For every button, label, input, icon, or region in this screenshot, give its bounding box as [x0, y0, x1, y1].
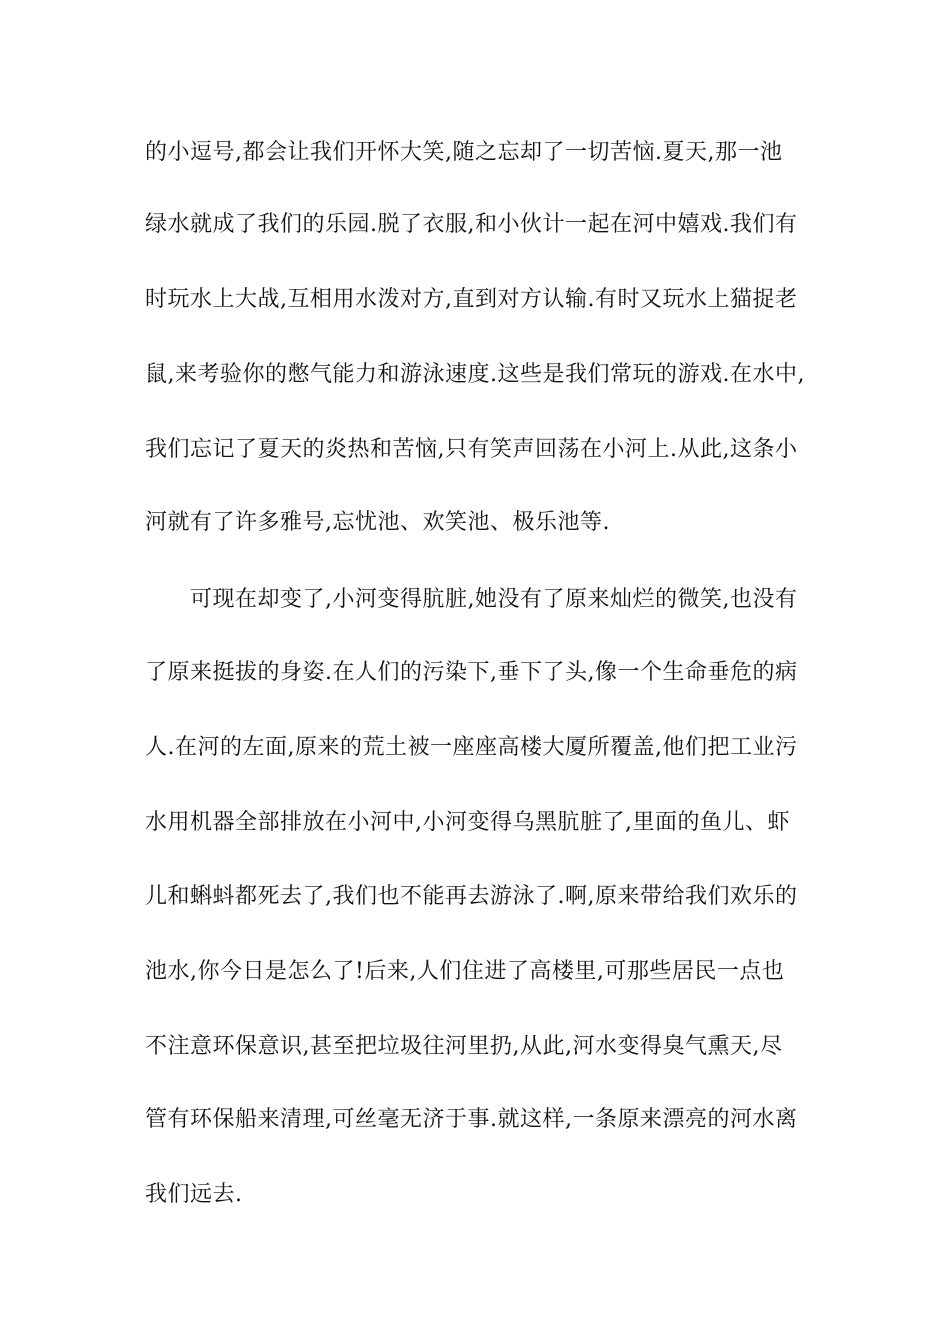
text-line-8: 了原来挺拔的身姿.在人们的污染下,垂下了头,像一个生命垂危的病 — [145, 660, 798, 685]
text-line-15: 我们远去. — [145, 1182, 243, 1207]
text-line-2: 绿水就成了我们的乐园.脱了衣服,和小伙计一起在河中嬉戏.我们有 — [145, 212, 798, 237]
text-line-12: 池水,你今日是怎么了!后来,人们住进了高楼里,可那些居民一点也 — [145, 959, 785, 984]
text-line-3: 时玩水上大战,互相用水泼对方,直到对方认输.有时又玩水上猫捉老 — [145, 287, 798, 312]
text-line-5: 我们忘记了夏天的炎热和苦恼,只有笑声回荡在小河上.从此,这条小 — [145, 437, 798, 462]
text-line-7-paragraph-start: 可现在却变了,小河变得肮脏,她没有了原来灿烂的微笑,也没有 — [190, 587, 798, 612]
text-line-14: 管有环保船来清理,可丝毫无济于事.就这样,一条原来漂亮的河水离 — [145, 1107, 798, 1132]
text-line-6: 河就有了许多雅号,忘忧池、欢笑池、极乐池等. — [145, 510, 610, 535]
text-line-13: 不注意环保意识,甚至把垃圾往河里扔,从此,河水变得臭气熏天,尽 — [145, 1034, 783, 1059]
text-line-1: 的小逗号,都会让我们开怀大笑,随之忘却了一切苦恼.夏天,那一池 — [145, 140, 783, 165]
text-line-11: 儿和蝌蚪都死去了,我们也不能再去游泳了.啊,原来带给我们欢乐的 — [145, 884, 798, 909]
text-line-10: 水用机器全部排放在小河中,小河变得乌黑肮脏了,里面的鱼儿、虾 — [145, 810, 790, 835]
text-line-4: 鼠,来考验你的憋气能力和游泳速度.这些是我们常玩的游戏.在水中, — [145, 362, 805, 387]
text-line-9: 人.在河的左面,原来的荒土被一座座高楼大厦所覆盖,他们把工业污 — [145, 735, 798, 760]
